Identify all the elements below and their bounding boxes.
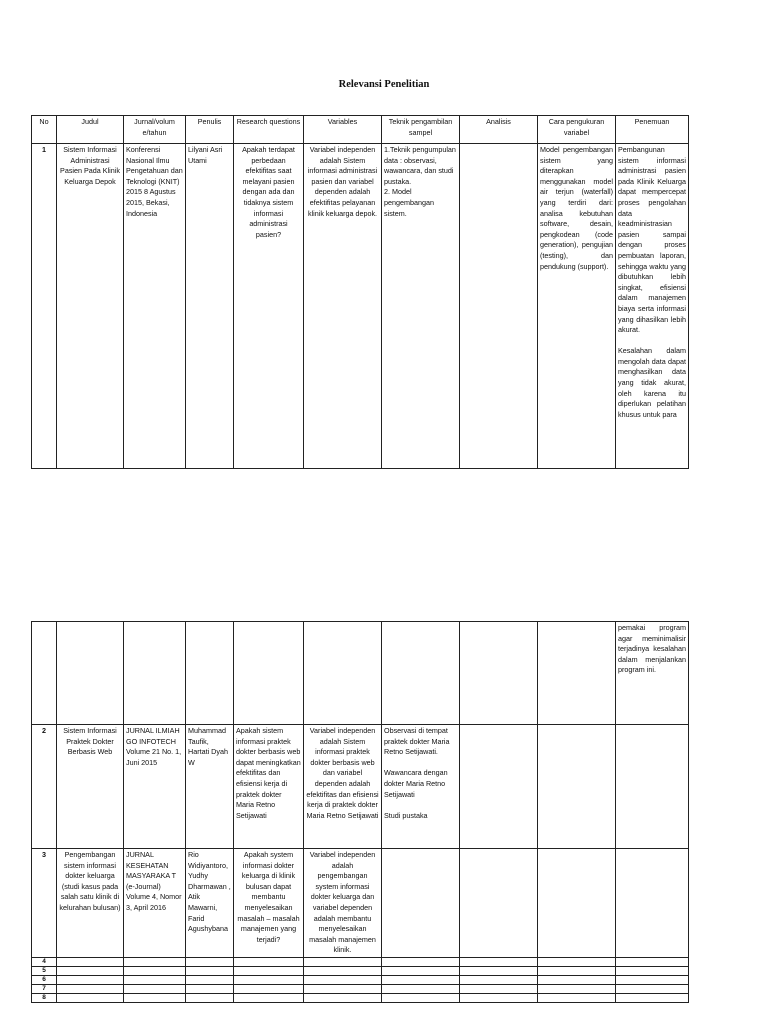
cell-empty	[538, 966, 616, 975]
cell-empty	[616, 957, 689, 966]
cell-cara-pengukuran	[538, 725, 616, 849]
cell-judul	[57, 622, 124, 725]
cell-penulis: Lilyani Asri Utami	[186, 144, 234, 469]
cell-empty	[57, 966, 124, 975]
table-row-empty	[32, 966, 689, 975]
cell-empty	[616, 975, 689, 984]
cell-empty	[382, 957, 460, 966]
cell-empty	[460, 993, 538, 1002]
cell-empty	[382, 966, 460, 975]
cell-no: 3	[32, 849, 57, 958]
cell-empty	[234, 984, 304, 993]
cell-penemuan	[616, 849, 689, 958]
page-title: Relevansi Penelitian	[338, 79, 430, 90]
cell-no: 4	[32, 957, 57, 966]
header-variables: Variables	[304, 116, 382, 144]
cell-variables	[304, 622, 382, 725]
header-judul: Judul	[57, 116, 124, 144]
cell-empty	[304, 993, 382, 1002]
cell-empty	[57, 957, 124, 966]
cell-empty	[538, 993, 616, 1002]
table-row-empty	[32, 984, 689, 993]
cell-teknik	[382, 849, 460, 958]
header-research-questions: Research questions	[234, 116, 304, 144]
cell-variables: Variabel independen adalah pengembangan system informasi dokter keluarga dan variabel dependen adalah membantu menyelesaikan masalah manajemen klinik.	[304, 849, 382, 958]
cell-teknik: Observasi di tempat praktek dokter Maria Retno Setijawati. Wawancara dengan dokter Maria Retno Setijawati Studi pustaka	[382, 725, 460, 849]
cell-empty	[186, 984, 234, 993]
cell-no: 8	[32, 993, 57, 1002]
cell-empty	[124, 984, 186, 993]
cell-empty	[304, 957, 382, 966]
cell-empty	[234, 957, 304, 966]
cell-empty	[234, 993, 304, 1002]
cell-empty	[616, 966, 689, 975]
cell-judul: Sistem Informasi Praktek Dokter Berbasis Web	[57, 725, 124, 849]
cell-jurnal: JURNAL KESEHATAN MASYARAKA T (e-Journal) Volume 4, Nomor 3, April 2016	[124, 849, 186, 958]
table-row	[32, 144, 689, 469]
table-header-row	[32, 116, 689, 144]
cell-research-question: Apakah terdapat perbedaan efektifitas saat melayani pasien dengan ada dan tidaknya sistem informasi administrasi pasien?	[234, 144, 304, 469]
table-row-empty	[32, 975, 689, 984]
cell-jurnal	[124, 622, 186, 725]
cell-analisis	[460, 849, 538, 958]
cell-no: 2	[32, 725, 57, 849]
cell-empty	[124, 957, 186, 966]
cell-no	[32, 622, 57, 725]
cell-empty	[538, 975, 616, 984]
header-jurnal: Jurnal/volum e/tahun	[124, 116, 186, 144]
cell-empty	[57, 975, 124, 984]
table-row-continued	[32, 622, 689, 725]
relevance-table-page-1	[31, 115, 689, 469]
cell-empty	[616, 984, 689, 993]
header-no: No	[32, 116, 57, 144]
cell-research-question: Apakah system informasi dokter keluarga di klinik bulusan dapat membantu menyelesaikan masalah – masalah manajemen yang terjadi?	[234, 849, 304, 958]
cell-empty	[57, 984, 124, 993]
cell-cara-pengukuran: Model pengembangan sistem yang diterapkan menggunakan model air terjun (waterfall) yang terdiri dari: analisa kebutuhan software, desain, pengkodean (code generation), pengujian (testing), dan pendukung (support).	[538, 144, 616, 469]
cell-penemuan: Pembangunan sistem informasi administrasi pasien pada Klinik Keluarga dapat mempercepat proses pengolahan data keadministrasian pasien sampai dengan proses pembuatan laporan, sehingga waktu yang dibutuhkan lebih singkat, efisiensi dalam manajemen biaya serta informasi yang dihasilkan lebih akurat. Kesalahan dalam mengolah data dapat menghasilkan data yang tidak akurat, oleh karena itu diperlukan pelatihan khusus untuk para	[616, 144, 689, 469]
table-row-empty	[32, 957, 689, 966]
cell-empty	[538, 984, 616, 993]
header-cara-pengukuran: Cara pengukuran variabel	[538, 116, 616, 144]
cell-no: 7	[32, 984, 57, 993]
cell-empty	[186, 966, 234, 975]
cell-jurnal: JURNAL ILMIAH GO INFOTECH Volume 21 No. 1, Juni 2015	[124, 725, 186, 849]
cell-empty	[382, 984, 460, 993]
header-penulis: Penulis	[186, 116, 234, 144]
cell-empty	[186, 957, 234, 966]
header-analisis: Analisis	[460, 116, 538, 144]
cell-empty	[460, 984, 538, 993]
cell-research-question: Apakah sistem informasi praktek dokter berbasis web dapat meningkatkan efektifitas dan efisiensi kerja di praktek dokter Maria Retno Setijawati	[234, 725, 304, 849]
relevance-table-page-2	[31, 621, 689, 1003]
header-teknik: Teknik pengambilan sampel	[382, 116, 460, 144]
cell-judul: Pengembangan sistem informasi dokter keluarga (studi kasus pada salah satu klinik di kelurahan bulusan)	[57, 849, 124, 958]
cell-teknik: 1.Teknik pengumpulan data : observasi, wawancara, dan studi pustaka. 2. Model pengembangan sistem.	[382, 144, 460, 469]
cell-research-question	[234, 622, 304, 725]
cell-penulis	[186, 622, 234, 725]
cell-empty	[304, 975, 382, 984]
cell-no: 6	[32, 975, 57, 984]
cell-empty	[460, 957, 538, 966]
cell-empty	[57, 993, 124, 1002]
table-row	[32, 849, 689, 958]
cell-empty	[304, 984, 382, 993]
cell-empty	[460, 966, 538, 975]
cell-teknik	[382, 622, 460, 725]
cell-empty	[460, 975, 538, 984]
cell-variables: Variabel independen adalah Sistem informasi administrasi pasien dan variabel dependen adalah efektifitas pelayanan klinik keluarga depok.	[304, 144, 382, 469]
cell-empty	[382, 975, 460, 984]
cell-penemuan	[616, 725, 689, 849]
cell-empty	[304, 966, 382, 975]
cell-variables: Variabel independen adalah Sistem informasi praktek dokter berbasis web dan variabel dependen adalah efektifitas dan efisiensi kerja di praktek dokter Maria Retno Setijawati	[304, 725, 382, 849]
cell-empty	[234, 975, 304, 984]
cell-penulis: Muhammad Taufik, Hartati Dyah W	[186, 725, 234, 849]
cell-penemuan: pemakai program agar meminimalisir terjadinya kesalahan dalam menjalankan program ini.	[616, 622, 689, 725]
cell-analisis	[460, 725, 538, 849]
cell-empty	[124, 966, 186, 975]
table-row	[32, 725, 689, 849]
cell-empty	[186, 993, 234, 1002]
cell-analisis	[460, 622, 538, 725]
cell-no: 5	[32, 966, 57, 975]
cell-empty	[186, 975, 234, 984]
cell-empty	[616, 993, 689, 1002]
cell-empty	[538, 957, 616, 966]
cell-empty	[234, 966, 304, 975]
cell-cara-pengukuran	[538, 849, 616, 958]
cell-judul: Sistem Informasi Administrasi Pasien Pada Klinik Keluarga Depok	[57, 144, 124, 469]
cell-analisis	[460, 144, 538, 469]
cell-no: 1	[32, 144, 57, 469]
cell-penulis: Rio Widiyantoro, Yudhy Dharmawan , Atik Mawarni, Farid Agushybana	[186, 849, 234, 958]
cell-jurnal: Konferensi Nasional Ilmu Pengetahuan dan Teknologi (KNIT) 2015 8 Agustus 2015, Bekasi, Indonesia	[124, 144, 186, 469]
table-row-empty	[32, 993, 689, 1002]
cell-cara-pengukuran	[538, 622, 616, 725]
cell-empty	[124, 975, 186, 984]
cell-empty	[124, 993, 186, 1002]
header-penemuan: Penemuan	[616, 116, 689, 144]
cell-empty	[382, 993, 460, 1002]
